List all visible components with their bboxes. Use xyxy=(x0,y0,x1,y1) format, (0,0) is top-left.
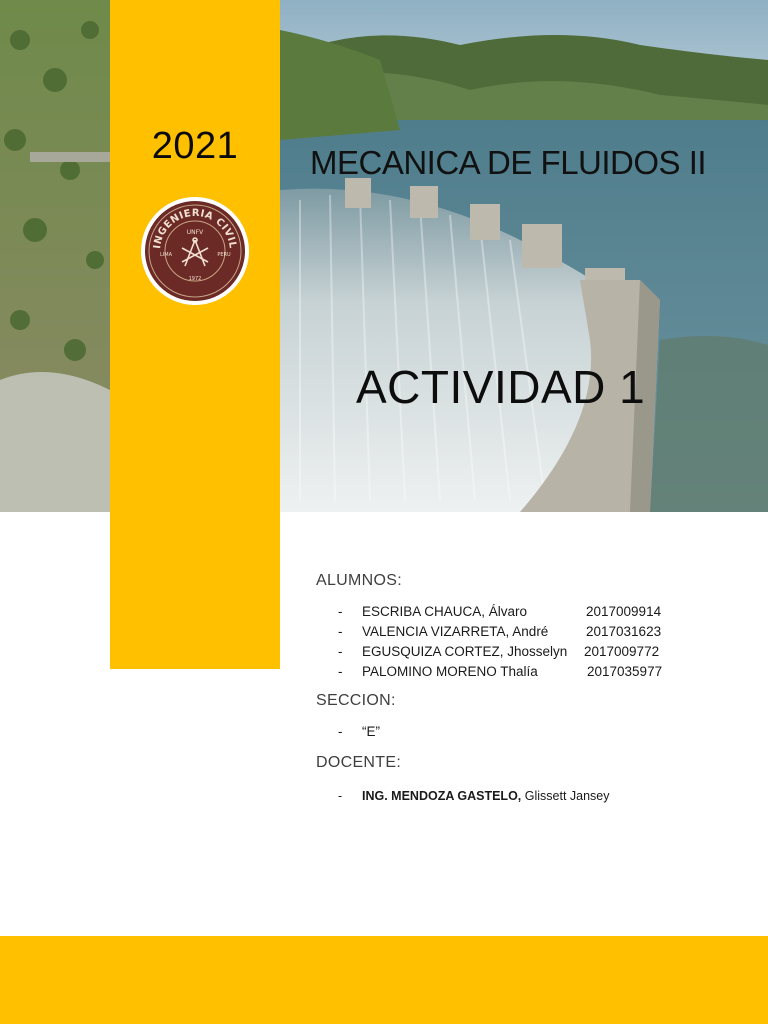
activity-title: ACTIVIDAD 1 xyxy=(356,361,646,413)
section-list xyxy=(316,722,746,742)
bullet: - xyxy=(338,644,343,659)
bullet: - xyxy=(338,604,343,619)
list-item xyxy=(316,622,746,642)
students-list xyxy=(316,602,746,682)
student-name: PALOMINO MORENO Thalía xyxy=(362,664,538,679)
bullet: - xyxy=(338,724,343,739)
student-name: ESCRIBA CHAUCA, Álvaro xyxy=(362,604,528,619)
list-item xyxy=(316,722,746,742)
teacher-name: Glissett Jansey xyxy=(524,789,610,803)
students-label: ALUMNOS: xyxy=(316,572,402,589)
bullet: - xyxy=(338,789,343,803)
seal-year-text: 1972 xyxy=(188,276,202,282)
teacher-name-line xyxy=(362,786,610,806)
section-label: SECCION: xyxy=(316,692,396,709)
section-value: “E” xyxy=(362,724,380,739)
seal-right-text: PERU xyxy=(217,252,231,258)
student-name: EGUSQUIZA CORTEZ, Jhosselyn xyxy=(362,644,568,659)
list-item xyxy=(316,662,746,682)
university-seal xyxy=(138,196,252,306)
info-block xyxy=(316,570,746,806)
list-item xyxy=(316,602,746,622)
teacher-prefix: ING. MENDOZA GASTELO, xyxy=(362,789,522,803)
student-code: 2017009914 xyxy=(586,604,662,619)
student-code: 2017009772 xyxy=(584,644,660,659)
bullet: - xyxy=(338,624,343,639)
seal-left-text: LIMA xyxy=(160,252,172,258)
student-code: 2017031623 xyxy=(586,624,662,639)
seal-subtitle: UNFV xyxy=(186,229,204,236)
student-code: 2017035977 xyxy=(587,664,663,679)
teacher-list xyxy=(316,786,746,806)
bullet: - xyxy=(338,664,343,679)
seal-top-text: INGENIERIA CIVIL xyxy=(152,207,239,250)
year: 2021 xyxy=(151,125,239,167)
teacher-label: DOCENTE: xyxy=(316,754,402,771)
student-name: VALENCIA VIZARRETA, André xyxy=(362,624,549,639)
yellow-band xyxy=(110,0,280,669)
list-item xyxy=(316,642,746,662)
list-item xyxy=(316,786,746,806)
course-title: MECANICA DE FLUIDOS II xyxy=(310,144,707,181)
bottom-bar xyxy=(0,936,768,1024)
